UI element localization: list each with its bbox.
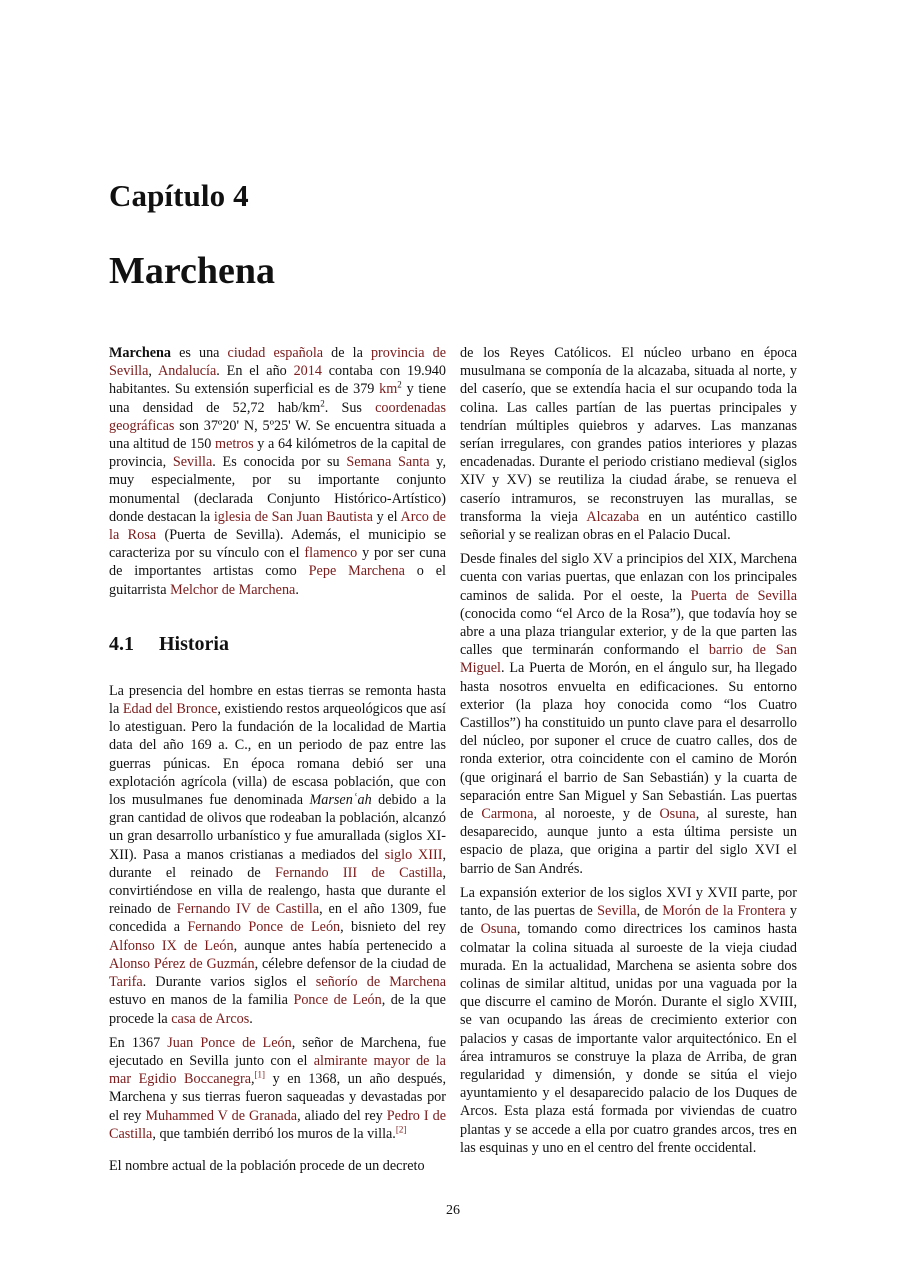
- reference-2[interactable]: [2]: [395, 1123, 407, 1134]
- chapter-label: Capítulo 4: [109, 178, 249, 213]
- link-alcazaba[interactable]: Alcazaba: [586, 508, 640, 525]
- link-carmona[interactable]: Carmona: [481, 806, 534, 823]
- section-heading: [109, 633, 446, 656]
- link-arco-de-la-rosa[interactable]: Arco de la Rosa: [109, 508, 446, 544]
- link-iglesia-san-juan[interactable]: iglesia de San Juan Bautista: [213, 508, 373, 525]
- link-fernando-iii[interactable]: Fernando III de Castilla: [275, 864, 443, 881]
- link-metros[interactable]: metros: [215, 436, 254, 453]
- link-siglo-xiii[interactable]: siglo XIII: [384, 846, 443, 863]
- section-title: Historia: [159, 632, 229, 655]
- link-sevilla[interactable]: Sevilla: [172, 454, 213, 471]
- link-andalucia[interactable]: Andalucía: [157, 363, 217, 380]
- link-alonso-perez-de-guzman[interactable]: Alonso Pérez de Guzmán: [109, 955, 255, 972]
- history-paragraph-4: Desde finales del siglo XV a principios del XIX, Marchena cuenta con varias puertas, que enlazan con los principales caminos de salida. Por el oeste, la Puerta de Sevilla (conocida como “el Arco de la Rosa”), que todavía hoy se abre a una plaza triangular exterior, y de la que parten las calles que terminarán conformando el barrio de San Miguel. La Puerta de Morón, en el ángulo sur, ha llegado hasta nosotros envuelta en edificaciones. Su entorno exterior (la plaza hoy conocida como “los Cuatro Castillos”) ha constituido un punto clave para el desarrollo del núcleo, por suponer el cruce de cuatro calles, dos de ronda exterior, otra coincidente con el camino de Morón (que originará el barrio de San Sebastián) y la cuarta de separación entre San Miguel y San Sebastián. Las puertas de Carmona, al noroeste, y de Osuna, al sureste, han desaparecido, aunque junto a esta última persiste un espacio de plaza, que origina a partir del siglo XVI el barrio de San Andrés.: [460, 551, 797, 877]
- link-senorio-de-marchena[interactable]: señorío de Marchena: [315, 974, 447, 991]
- link-almirante-mayor[interactable]: almirante mayor de la mar: [109, 1052, 446, 1088]
- history-paragraph-1: La presencia del hombre en estas tierras se remonta hasta la Edad del Bronce, existiendo restos arqueológicos que así lo atestiguan. Pero la fundación de la localidad de Martia data del año 169 a. C., en un periodo de paz entre las guerras púnicas. En época romana debió ser una explotación agrícola (villa) de escasa población, que con los musulmanes fue denominada Marsenʿah debido a la gran cantidad de olivos que rodeaban la población, alcanzó un gran desarrollo urbanístico y fue amurallada (siglos XI-XII). Pasa a manos cristianas a mediados del siglo XIII, durante el reinado de Fernando III de Castilla, convirtiéndose en villa de realengo, hasta que durante el reinado de Fernando IV de Castilla, en el año 1309, fue concedida a Fernando Ponce de León, bisnieto del rey Alfonso IX de León, aunque antes había pertenecido a Alonso Pérez de Guzmán, célebre defensor de la ciudad de Tarifa. Durante varios siglos el señorío de Marchena estuvo en manos de la familia Ponce de León, de la que procede la casa de Arcos.: [109, 682, 447, 1027]
- link-sevilla-2[interactable]: Sevilla: [597, 903, 637, 920]
- link-coordenadas[interactable]: coordenadas geográficas: [109, 399, 446, 434]
- link-semana-santa[interactable]: Semana Santa: [346, 454, 430, 471]
- link-muhammed-v[interactable]: Muhammed V de Granada: [145, 1107, 298, 1124]
- chapter-title: Marchena: [109, 250, 276, 292]
- link-melchor-de-marchena[interactable]: Melchor de Marchena: [170, 581, 296, 598]
- link-puerta-de-sevilla[interactable]: Puerta de Sevilla: [690, 587, 797, 604]
- link-km[interactable]: km: [379, 381, 398, 398]
- link-edad-del-bronce[interactable]: Edad del Bronce: [122, 701, 218, 718]
- link-2014[interactable]: 2014: [293, 363, 322, 380]
- link-tarifa[interactable]: Tarifa: [109, 974, 143, 991]
- page-number: 26: [446, 1203, 460, 1218]
- link-alfonso-ix[interactable]: Alfonso IX de León: [109, 937, 234, 954]
- article-subject: Marchena: [109, 345, 171, 361]
- history-paragraph-2: En 1367 Juan Ponce de León, señor de Marchena, fue ejecutado en Sevilla junto con el almirante mayor de la mar Egidio Boccanegra,[1] y en 1368, un año después, Marchena y sus tierras fueron saqueadas y devastadas por el rey Muhammed V de Granada, aliado del rey Pedro I de Castilla, que también derribó los muros de la villa.[2]: [109, 1034, 447, 1142]
- link-barrio-san-miguel[interactable]: barrio de San Miguel: [460, 642, 797, 677]
- link-moron-de-la-frontera[interactable]: Morón de la Frontera: [662, 903, 786, 920]
- link-egidio-boccanegra[interactable]: Egidio Boccanegra: [138, 1071, 251, 1088]
- section-number: 4.1: [109, 632, 134, 655]
- left-column: [109, 344, 446, 1149]
- link-osuna[interactable]: Osuna: [659, 806, 696, 823]
- link-provincia-sevilla[interactable]: provincia de Sevilla: [109, 345, 446, 380]
- link-fernando-iv[interactable]: Fernando IV de Castilla: [176, 901, 320, 918]
- right-column: [460, 344, 797, 1163]
- reference-1[interactable]: [1]: [254, 1069, 266, 1080]
- intro-paragraph: Marchena es una ciudad española de la provincia de Sevilla, Andalucía. En el año 2014 contaba con 19.940 habitantes. Su extensión superficial es de 379 $km^2$ y tiene una densidad de 52,72 hab/$km^2$. Sus coordenadas geográficas son 37º20' N, 5º25' W. Se encuentra situada a una altitud de 150 metros y a 64 kilómetros de la capital de provincia, Sevilla. Es conocida por su Semana Santa y, muy especialmente, por su importante conjunto monumental (declarada Conjunto Histórico-Artístico) donde destacan la iglesia de San Juan Bautista y el Arco de la Rosa (Puerta de Sevilla). Además, el municipio se caracteriza por su vínculo con el flamenco y por ser cuna de importantes artistas como Pepe Marchena o el guitarrista Melchor de Marchena.: [109, 345, 447, 598]
- link-flamenco[interactable]: flamenco: [304, 545, 358, 562]
- link-ponce-de-leon[interactable]: Ponce de León: [293, 992, 382, 1009]
- link-ciudad-espanola[interactable]: ciudad española: [227, 345, 324, 361]
- link-casa-de-arcos[interactable]: casa de Arcos: [171, 1010, 250, 1027]
- link-pepe-marchena[interactable]: Pepe Marchena: [308, 563, 405, 580]
- link-juan-ponce-de-leon[interactable]: Juan Ponce de León: [167, 1034, 292, 1051]
- link-osuna-2[interactable]: Osuna: [480, 921, 517, 938]
- history-paragraph-5: La expansión exterior de los siglos XVI y XVII parte, por tanto, de las puertas de Sevilla, de Morón de la Frontera y de Osuna, tomando como directrices los caminos hasta colmatar la colina situada al suroeste de la vieja ciudad murada. En la actualidad, Marchena se asienta sobre dos colinas de similar altitud, unidas por una vaguada por la que discurre el camino de Morón. Durante el siglo XVIII, se van ocupando las áreas de crecimiento exterior con palacios y casas de importante valor arquitectónico. En el área intramuros se construye la plaza de Arriba, de gran regularidad y dimensión, y donde se sitúa el viejo ayuntamiento y el desaparecido palacio de los Duques de Arcos. Esta plaza está formada por viviendas de cuatro plantas y se accede a ella por cuatro grandes arcos, tres en las esquinas y uno en el centro del frente occidental.: [460, 884, 797, 1156]
- link-fernando-ponce-de-leon[interactable]: Fernando Ponce de León: [187, 919, 341, 936]
- emphasis-marsenah: Marsenʿah: [309, 792, 372, 809]
- link-pedro-i[interactable]: Pedro I de Castilla: [109, 1107, 446, 1142]
- history-paragraph-3-start: El nombre actual de la población procede de un decreto: [109, 1158, 425, 1174]
- history-paragraph-3-continued: de los Reyes Católicos. El núcleo urbano en época musulmana se componía de la alcazaba, situada al norte, y del caserío, que se extendía hacia el sur ocupando toda la colina. Las calles partían de las puertas principales y tendrían múltiples quiebros y adarves. Las manzanas serían irregulares, con grandes patios interiores y plazas encadenadas. Durante el periodo cristiano medieval (siglos XIV y XV) se reutiliza la ciudad árabe, se renueva el caserío intramuros, se reconstruyen las murallas, se transforma la vieja Alcazaba en un auténtico castillo señorial y se realizan obras en el Palacio Ducal.: [460, 345, 797, 544]
